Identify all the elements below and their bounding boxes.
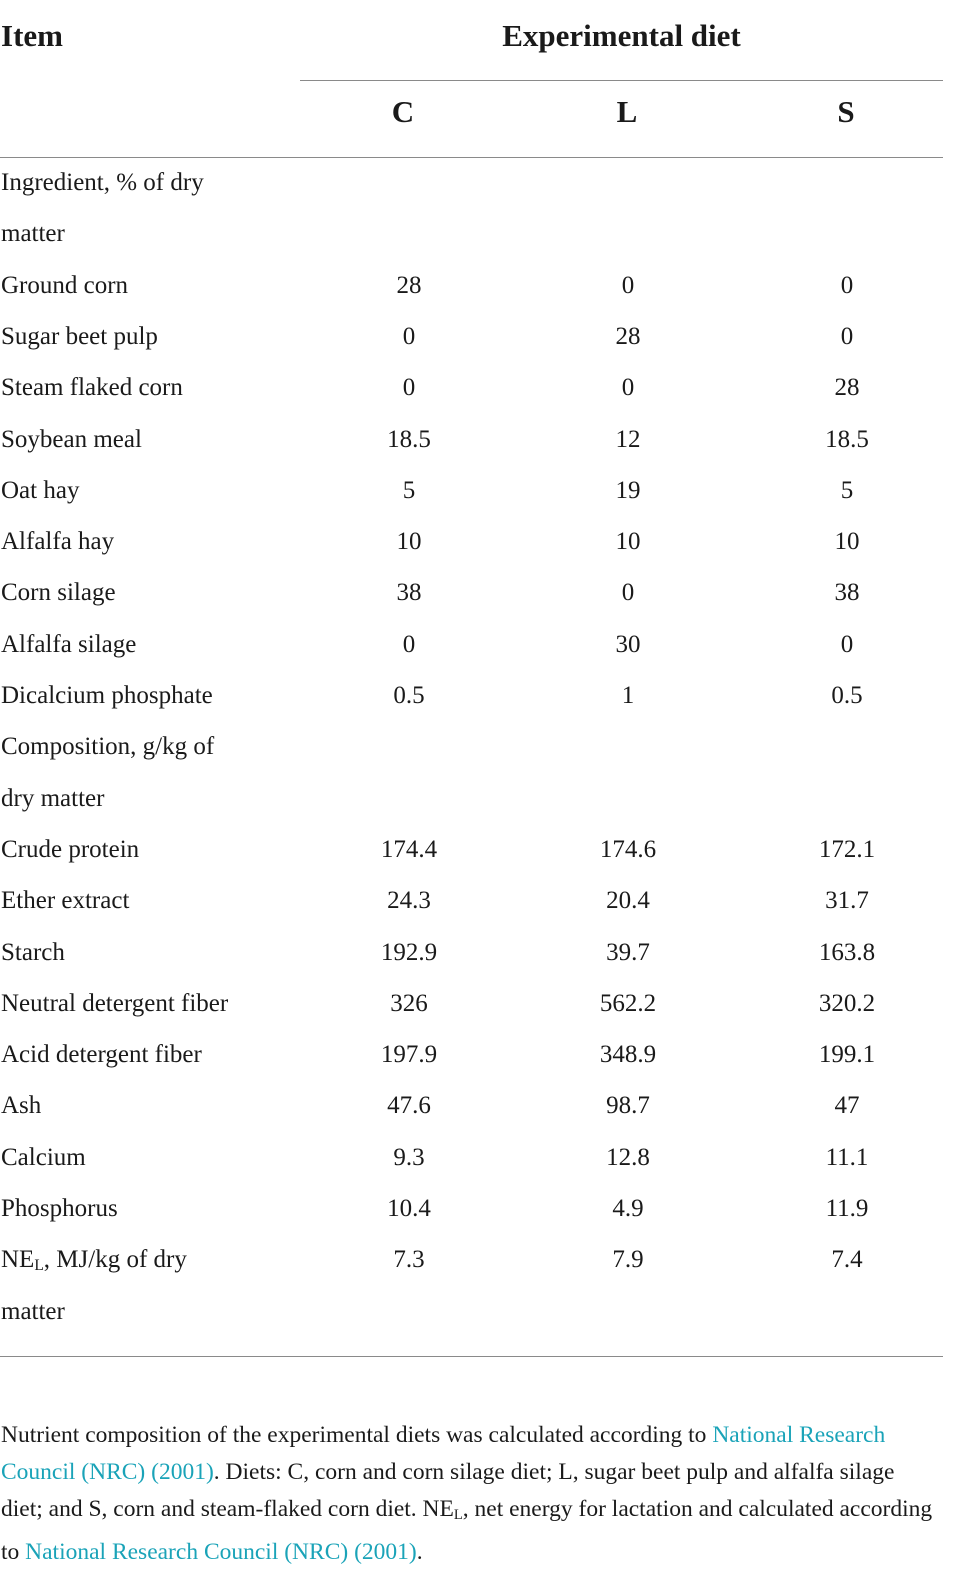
- row-label: [1, 260, 128, 311]
- row-label: [1, 721, 214, 772]
- table-cell-s: 28: [834, 374, 860, 402]
- table-cell-c: 24.3: [387, 887, 431, 915]
- row-label-text: dry matter: [1, 784, 105, 812]
- row-label: [1, 1080, 41, 1131]
- table-cell-l: 98.7: [606, 1092, 650, 1120]
- nrc-reference-link-2[interactable]: National Research Council (NRC) (2001): [25, 1538, 417, 1565]
- table-footnote: [1, 1417, 936, 1571]
- nrc-reference-link-1[interactable]: National Research Council (NRC) (2001): [1, 1422, 886, 1485]
- table-cell-c: 5: [402, 476, 416, 504]
- table-row: [0, 1080, 943, 1131]
- table-cell-c: 0: [402, 322, 416, 350]
- column-header-l: L: [616, 94, 638, 129]
- table-cell-c: 197.9: [380, 1041, 438, 1069]
- table-row: [0, 1183, 943, 1234]
- row-label: [1, 1132, 86, 1183]
- footnote-text-1: Nutrient composition of the experimental diets was calculated according to: [1, 1422, 713, 1448]
- row-label: [1, 1029, 202, 1080]
- row-label: [1, 414, 142, 465]
- row-label: [1, 208, 65, 259]
- table-cell-l: 19: [615, 476, 641, 504]
- row-label-text: Acid detergent fiber: [1, 1041, 202, 1069]
- table-cell-c: 0: [402, 630, 416, 658]
- table-cell-s: 5: [840, 476, 854, 504]
- row-label: [1, 311, 158, 362]
- table-row: [0, 1286, 943, 1337]
- table-row: [0, 1132, 943, 1183]
- row-label: [1, 927, 65, 978]
- row-label-text: Alfalfa hay: [1, 528, 115, 556]
- table-cell-s: 11.9: [825, 1195, 869, 1222]
- row-label: [1, 978, 228, 1029]
- table-cell-s: 0: [840, 322, 854, 350]
- footnote-text-2: . Diets: C, corn and corn silage diet; L, sugar beet pulp and alfalfa silage diet; and S, corn and steam-flaked corn diet. NE: [1, 1459, 895, 1522]
- table-row: [0, 619, 943, 670]
- footnote-subscript: L: [453, 1506, 463, 1523]
- row-label-text: Ground corn: [1, 271, 129, 299]
- table-cell-s: 199.1: [818, 1041, 876, 1069]
- table-cell-c: 0.5: [393, 682, 425, 709]
- table-cell-s: 0: [840, 271, 854, 299]
- row-label-text: matter: [1, 1297, 65, 1325]
- row-label-text: Neutral detergent fiber: [1, 989, 229, 1017]
- row-label-text: Ether extract: [1, 887, 130, 915]
- table-cell-s: 7.4: [831, 1246, 863, 1274]
- table-row: [0, 260, 943, 311]
- row-label: [1, 1286, 65, 1337]
- table-cell-l: 0: [621, 579, 635, 607]
- table-row: [0, 311, 943, 362]
- row-label: [1, 567, 116, 618]
- row-label: [1, 1183, 118, 1234]
- column-header-s: S: [837, 94, 855, 129]
- footnote-text-4: .: [416, 1538, 423, 1565]
- row-label-text: Phosphorus: [1, 1195, 118, 1222]
- row-label-text: Composition, g/kg of: [1, 733, 215, 761]
- row-label: [1, 1234, 187, 1291]
- row-label-text: Sugar beet pulp: [1, 322, 158, 350]
- table-cell-l: 0: [621, 374, 635, 402]
- row-label-subscript: L: [34, 1257, 44, 1275]
- table-row: [0, 1234, 943, 1285]
- row-label-text: Steam flaked corn: [1, 374, 183, 402]
- table-cell-s: 31.7: [825, 887, 869, 915]
- table-cell-s: 47: [834, 1092, 860, 1120]
- table-cell-s: 18.5: [825, 425, 869, 453]
- table-row: [0, 157, 943, 208]
- table-cell-l: 28: [615, 322, 641, 350]
- table-cell-s: 10: [834, 528, 860, 556]
- table-row: [0, 978, 943, 1029]
- table-header-item: Item: [1, 18, 63, 53]
- table-cell-c: 7.3: [393, 1246, 425, 1274]
- row-label-text: Ingredient, % of dry: [1, 169, 204, 196]
- table-cell-l: 39.7: [606, 938, 650, 966]
- table-row: [0, 773, 943, 824]
- row-label: [1, 362, 183, 413]
- table-cell-c: 10: [396, 528, 422, 556]
- table-cell-s: 0: [840, 630, 854, 658]
- row-label-text: Crude protein: [1, 835, 140, 863]
- table-cell-l: 12: [615, 425, 641, 453]
- table-row: [0, 721, 943, 772]
- row-label-text-rest: , MJ/kg of dry: [43, 1246, 187, 1274]
- table-row: [0, 516, 943, 567]
- row-label: [1, 824, 139, 875]
- row-label: [1, 619, 136, 670]
- table-cell-c: 174.4: [380, 835, 438, 863]
- table-cell-l: 12.8: [606, 1143, 650, 1171]
- row-label-text: NE: [1, 1246, 35, 1274]
- table-cell-l: 4.9: [612, 1195, 644, 1222]
- table-cell-c: 9.3: [393, 1143, 425, 1171]
- row-label: [1, 670, 213, 721]
- table-cell-l: 30: [615, 630, 641, 658]
- row-label: [1, 875, 129, 926]
- row-label-text: Calcium: [1, 1143, 86, 1171]
- table-cell-c: 326: [390, 989, 428, 1017]
- column-header-c: C: [391, 94, 415, 129]
- table-cell-c: 28: [396, 271, 422, 299]
- table-row: [0, 208, 943, 259]
- table-cell-s: 163.8: [818, 938, 876, 966]
- table-cell-s: 0.5: [831, 682, 863, 709]
- table-row: [0, 567, 943, 618]
- table-cell-c: 18.5: [387, 425, 431, 453]
- row-label: [1, 157, 204, 208]
- row-label: [1, 773, 104, 824]
- table-row: [0, 875, 943, 926]
- table-cell-l: 562.2: [599, 989, 657, 1017]
- table-row: [0, 1029, 943, 1080]
- row-label-text: Starch: [1, 938, 65, 966]
- row-label-text: Ash: [1, 1092, 42, 1120]
- header-divider: [300, 80, 943, 81]
- row-label-text: Dicalcium phosphate: [1, 682, 213, 709]
- table-header-experimental-diet: Experimental diet: [502, 18, 741, 53]
- table-cell-l: 10: [615, 528, 641, 556]
- row-label-text: matter: [1, 220, 65, 248]
- table-bottom-rule: [0, 1356, 943, 1357]
- table-cell-c: 47.6: [387, 1092, 431, 1120]
- table-cell-l: 348.9: [599, 1041, 657, 1069]
- row-label-text: Corn silage: [1, 579, 116, 607]
- table-cell-c: 10.4: [387, 1195, 431, 1222]
- table-cell-c: 38: [396, 579, 422, 607]
- table-cell-l: 7.9: [612, 1246, 644, 1274]
- row-label-text: Oat hay: [1, 476, 80, 504]
- table-cell-s: 11.1: [825, 1143, 869, 1171]
- table-row: [0, 414, 943, 465]
- footnote-text-3: , net energy for lactation and calculated according to: [1, 1496, 933, 1565]
- table-row: [0, 824, 943, 875]
- row-label-text: Alfalfa silage: [1, 630, 137, 658]
- table-cell-s: 172.1: [818, 835, 876, 863]
- table-cell-l: 174.6: [599, 835, 657, 863]
- table-cell-s: 320.2: [818, 989, 876, 1017]
- table-cell-l: 0: [621, 271, 635, 299]
- table-row: [0, 465, 943, 516]
- table-cell-c: 192.9: [380, 938, 438, 966]
- row-label: [1, 516, 114, 567]
- row-label: [1, 465, 79, 516]
- table-row: [0, 927, 943, 978]
- table-cell-c: 0: [402, 374, 416, 402]
- table-cell-l: 20.4: [606, 887, 650, 915]
- table-row: [0, 362, 943, 413]
- table-cell-s: 38: [834, 579, 860, 607]
- table-cell-l: 1: [621, 682, 635, 709]
- row-label-text: Soybean meal: [1, 425, 142, 453]
- table-row: [0, 670, 943, 721]
